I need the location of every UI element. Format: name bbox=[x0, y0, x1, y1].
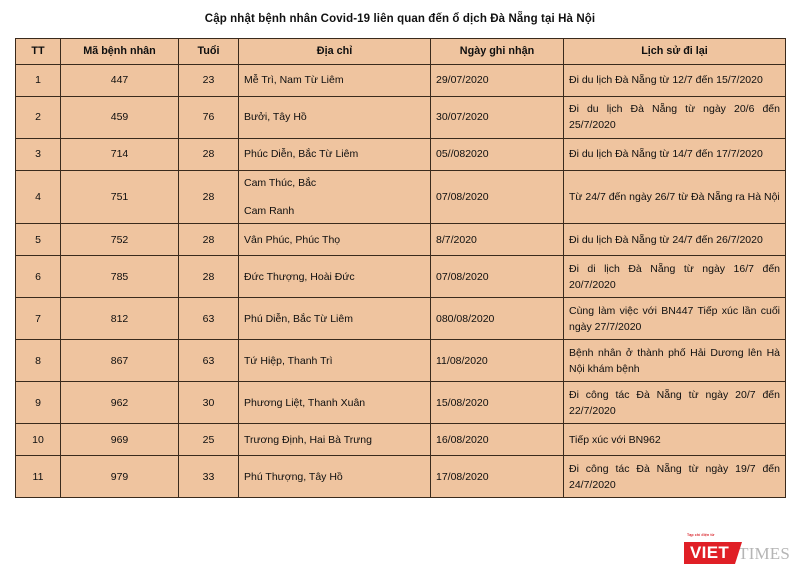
table-row bbox=[16, 96, 786, 138]
cell-address bbox=[239, 96, 431, 138]
cell-age: 33 bbox=[179, 456, 239, 498]
cell-index: 10 bbox=[16, 424, 61, 456]
viettimes-watermark bbox=[684, 530, 790, 564]
cell-address bbox=[239, 456, 431, 498]
column-header-tt: TT bbox=[16, 38, 61, 64]
cell-patient-code: 714 bbox=[61, 138, 179, 170]
table-container bbox=[15, 38, 785, 499]
address-line: Mễ Trì, Nam Từ Liêm bbox=[244, 74, 344, 87]
cell-age: 76 bbox=[179, 96, 239, 138]
cell-index: 3 bbox=[16, 138, 61, 170]
column-header-history: Lịch sử đi lại bbox=[564, 38, 786, 64]
cell-record-date: 29/07/2020 bbox=[431, 64, 564, 96]
table-row bbox=[16, 424, 786, 456]
cell-travel-history: Đi du lịch Đà Nẵng từ 24/7 đến 26/7/2020 bbox=[564, 224, 786, 256]
table-row bbox=[16, 64, 786, 96]
cell-patient-code: 867 bbox=[61, 340, 179, 382]
address-line: Phúc Diễn, Bắc Từ Liêm bbox=[244, 148, 359, 161]
table-row bbox=[16, 382, 786, 424]
cell-age: 63 bbox=[179, 340, 239, 382]
table-header bbox=[16, 38, 786, 64]
cell-patient-code: 962 bbox=[61, 382, 179, 424]
table-row bbox=[16, 224, 786, 256]
address-line: Trương Định, Hai Bà Trưng bbox=[244, 433, 372, 446]
address-line: Phương Liệt, Thanh Xuân bbox=[244, 396, 366, 409]
column-header-address: Địa chỉ bbox=[239, 38, 431, 64]
cell-travel-history: Đi di lịch Đà Nẵng từ ngày 16/7 đến 20/7/2020 bbox=[564, 256, 786, 298]
cell-index: 2 bbox=[16, 96, 61, 138]
address-line: Cam Ranh bbox=[244, 205, 295, 218]
table-row bbox=[16, 456, 786, 498]
address-line: Vân Phúc, Phúc Thọ bbox=[244, 233, 341, 246]
cell-index: 5 bbox=[16, 224, 61, 256]
cell-record-date: 05//082020 bbox=[431, 138, 564, 170]
cell-travel-history: Cùng làm việc với BN447 Tiếp xúc lần cuối ngày 27/7/2020 bbox=[564, 298, 786, 340]
cell-index: 6 bbox=[16, 256, 61, 298]
table-row bbox=[16, 340, 786, 382]
table-row bbox=[16, 298, 786, 340]
cell-age: 28 bbox=[179, 224, 239, 256]
column-header-age: Tuổi bbox=[179, 38, 239, 64]
table-header-row bbox=[16, 38, 786, 64]
cell-travel-history: Đi công tác Đà Nẵng từ ngày 19/7 đến 24/7/2020 bbox=[564, 456, 786, 498]
cell-index: 8 bbox=[16, 340, 61, 382]
column-header-code: Mã bệnh nhân bbox=[61, 38, 179, 64]
address-line: Đức Thượng, Hoài Đức bbox=[244, 270, 355, 283]
cell-address bbox=[239, 340, 431, 382]
cell-patient-code: 969 bbox=[61, 424, 179, 456]
cell-record-date: 16/08/2020 bbox=[431, 424, 564, 456]
table-row bbox=[16, 170, 786, 224]
cell-travel-history: Đi công tác Đà Nẵng từ ngày 20/7 đến 22/7/2020 bbox=[564, 382, 786, 424]
address-line: Cam Thúc, Bắc bbox=[244, 176, 317, 189]
cell-address bbox=[239, 138, 431, 170]
cell-patient-code: 812 bbox=[61, 298, 179, 340]
watermark-brand-secondary: TIMES bbox=[738, 543, 790, 563]
cell-record-date: 17/08/2020 bbox=[431, 456, 564, 498]
cell-travel-history: Đi du lịch Đà Nẵng từ ngày 20/6 đến 25/7/2020 bbox=[564, 96, 786, 138]
cell-age: 23 bbox=[179, 64, 239, 96]
cell-record-date: 080/08/2020 bbox=[431, 298, 564, 340]
cell-record-date: 30/07/2020 bbox=[431, 96, 564, 138]
cell-address bbox=[239, 382, 431, 424]
cell-age: 30 bbox=[179, 382, 239, 424]
cell-address bbox=[239, 224, 431, 256]
address-line: Phú Diễn, Bắc Từ Liêm bbox=[244, 312, 353, 325]
address-line: Phú Thượng, Tây Hồ bbox=[244, 470, 343, 483]
cell-patient-code: 785 bbox=[61, 256, 179, 298]
watermark-brand-primary: VIET bbox=[684, 542, 735, 564]
table-row bbox=[16, 256, 786, 298]
cell-index: 7 bbox=[16, 298, 61, 340]
cell-index: 9 bbox=[16, 382, 61, 424]
cell-index: 11 bbox=[16, 456, 61, 498]
cell-index: 1 bbox=[16, 64, 61, 96]
cell-address bbox=[239, 424, 431, 456]
cell-patient-code: 979 bbox=[61, 456, 179, 498]
cell-address bbox=[239, 170, 431, 224]
page-title: Cập nhật bệnh nhân Covid-19 liên quan đến ổ dịch Đà Nẵng tại Hà Nội bbox=[204, 13, 596, 25]
cell-address bbox=[239, 298, 431, 340]
cell-record-date: 8/7/2020 bbox=[431, 224, 564, 256]
cell-age: 28 bbox=[179, 256, 239, 298]
cell-travel-history: Từ 24/7 đến ngày 26/7 từ Đà Nẵng ra Hà Nội bbox=[564, 170, 786, 224]
column-header-date: Ngày ghi nhận bbox=[431, 38, 564, 64]
table-body bbox=[16, 64, 786, 498]
cell-index: 4 bbox=[16, 170, 61, 224]
cell-age: 25 bbox=[179, 424, 239, 456]
cell-travel-history: Tiếp xúc với BN962 bbox=[564, 424, 786, 456]
table-row bbox=[16, 138, 786, 170]
cell-address bbox=[239, 64, 431, 96]
cell-record-date: 07/08/2020 bbox=[431, 256, 564, 298]
cell-travel-history: Bệnh nhân ở thành phố Hải Dương lên Hà Nội khám bệnh bbox=[564, 340, 786, 382]
cell-age: 28 bbox=[179, 170, 239, 224]
cell-travel-history: Đi du lịch Đà Nẵng từ 12/7 đến 15/7/2020 bbox=[564, 64, 786, 96]
watermark-tagline: Tạp chí điện tử bbox=[686, 533, 715, 537]
address-line: Bưởi, Tây Hồ bbox=[244, 111, 307, 124]
cell-travel-history: Đi du lịch Đà Nẵng từ 14/7 đến 17/7/2020 bbox=[564, 138, 786, 170]
cell-record-date: 15/08/2020 bbox=[431, 382, 564, 424]
cell-patient-code: 751 bbox=[61, 170, 179, 224]
cell-patient-code: 459 bbox=[61, 96, 179, 138]
cell-address bbox=[239, 256, 431, 298]
cell-patient-code: 752 bbox=[61, 224, 179, 256]
covid-patient-table bbox=[15, 38, 786, 499]
cell-patient-code: 447 bbox=[61, 64, 179, 96]
address-line: Tứ Hiệp, Thanh Trì bbox=[244, 354, 333, 367]
cell-age: 63 bbox=[179, 298, 239, 340]
cell-age: 28 bbox=[179, 138, 239, 170]
cell-record-date: 07/08/2020 bbox=[431, 170, 564, 224]
cell-record-date: 11/08/2020 bbox=[431, 340, 564, 382]
